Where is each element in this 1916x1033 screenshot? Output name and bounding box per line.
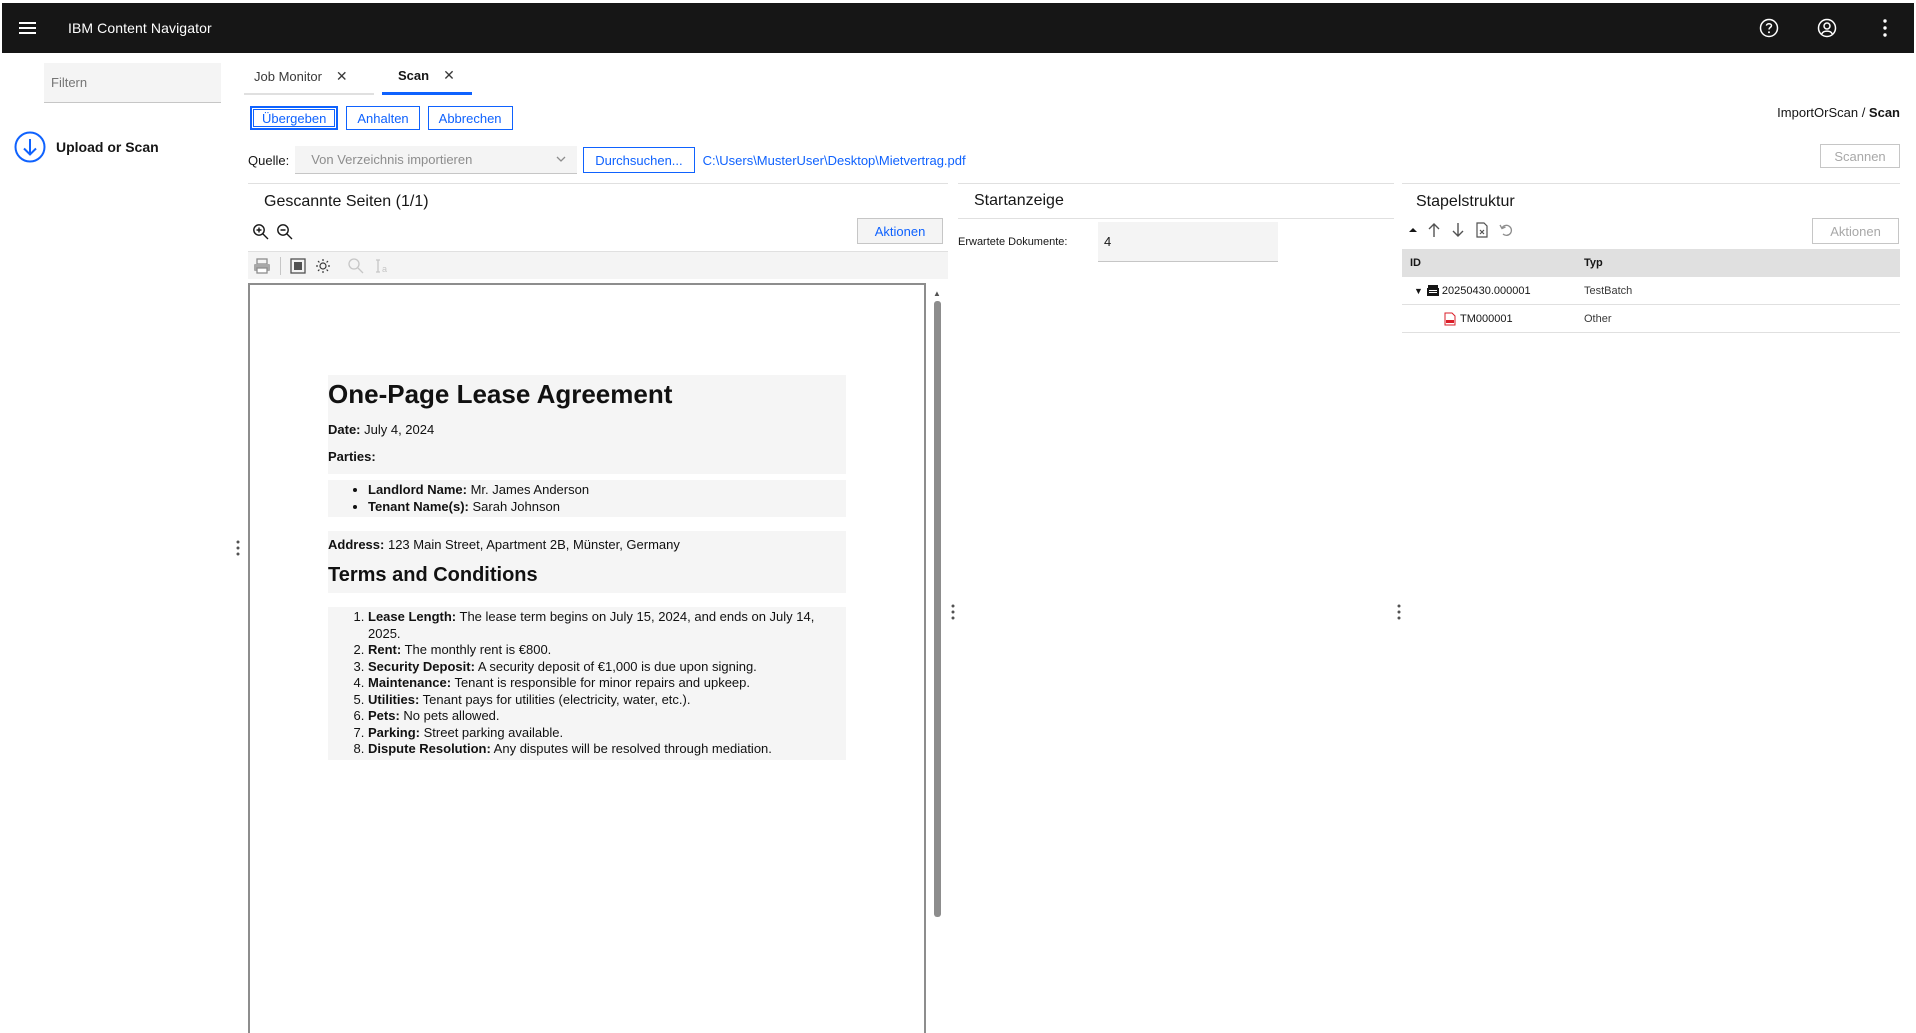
print-icon[interactable] xyxy=(252,257,272,275)
user-icon xyxy=(1817,18,1837,38)
list-item: 7. Parking: Street parking available. xyxy=(368,725,846,742)
top-bar xyxy=(2,3,1914,53)
list-item: • Landlord Name: Mr. James Anderson xyxy=(368,482,846,499)
file-path-link[interactable]: C:\Users\MusterUser\Desktop\Mietvertrag.pdf xyxy=(702,152,966,168)
close-icon[interactable]: ✕ xyxy=(335,67,348,84)
expected-documents-input[interactable] xyxy=(1098,222,1278,262)
document-viewer[interactable] xyxy=(248,283,926,1033)
source-selected-value: Von Verzeichnis importieren xyxy=(311,152,473,167)
fit-page-icon[interactable] xyxy=(289,257,307,275)
overflow-menu-button[interactable] xyxy=(1856,3,1914,53)
batch-structure-panel xyxy=(1402,183,1900,1033)
overflow-icon xyxy=(1882,18,1888,38)
doc-parties-label: Parties: xyxy=(328,449,376,464)
sidebar-item-label: Upload or Scan xyxy=(56,139,159,155)
source-label: Quelle: xyxy=(248,152,290,168)
batch-actions-button[interactable]: Aktionen xyxy=(1812,218,1899,244)
batch-icon xyxy=(1426,284,1440,298)
undo-icon[interactable] xyxy=(1498,221,1514,239)
filter-input[interactable] xyxy=(44,63,221,103)
move-down-icon[interactable] xyxy=(1450,221,1466,239)
row-id: TM000001 xyxy=(1460,312,1513,325)
svg-text:a: a xyxy=(382,263,388,274)
viewer-scrollbar[interactable] xyxy=(932,289,942,1033)
scanned-pages-panel xyxy=(248,183,948,1033)
cancel-button[interactable]: Abbrechen xyxy=(428,106,513,130)
list-item: 3. Security Deposit: A security deposit of €1,000 is due upon signing. xyxy=(368,659,846,676)
scrollbar-thumb[interactable] xyxy=(934,301,941,917)
move-up-icon[interactable] xyxy=(1426,221,1442,239)
doc-parties-list xyxy=(328,480,846,517)
grid-header xyxy=(1402,249,1900,277)
app-title: IBM Content Navigator xyxy=(68,20,212,36)
list-item: • Tenant Name(s): Sarah Johnson xyxy=(368,499,846,516)
collapse-icon[interactable] xyxy=(1408,225,1418,235)
close-icon[interactable]: ✕ xyxy=(443,67,455,83)
tree-expand-icon[interactable]: ▼ xyxy=(1414,285,1423,296)
doc-terms-list xyxy=(328,607,846,760)
source-select[interactable] xyxy=(295,146,577,174)
pdf-file-icon xyxy=(1444,312,1456,326)
expected-documents-label: Erwartete Dokumente: xyxy=(958,236,1068,248)
start-display-panel xyxy=(958,183,1394,1033)
panel-title: Stapelstruktur xyxy=(1416,192,1515,210)
document-page xyxy=(328,375,846,760)
delete-document-icon[interactable] xyxy=(1474,221,1490,239)
breadcrumb-current: Scan xyxy=(1868,105,1900,120)
brightness-icon[interactable] xyxy=(315,258,331,274)
resize-handle-icon[interactable] xyxy=(235,539,241,557)
table-row[interactable] xyxy=(1402,305,1900,333)
chevron-down-icon xyxy=(555,153,567,165)
doc-title: One-Page Lease Agreement xyxy=(328,379,673,409)
toolbar-divider xyxy=(280,257,281,275)
pause-button[interactable]: Anhalten xyxy=(346,106,419,130)
row-type: TestBatch xyxy=(1584,284,1633,297)
scroll-up-icon[interactable]: ▲ xyxy=(933,289,941,298)
zoom-out-icon[interactable] xyxy=(276,223,294,241)
submit-button[interactable]: Übergeben xyxy=(250,106,338,130)
viewer-toolbar xyxy=(248,251,948,279)
list-item: 4. Maintenance: Tenant is responsible for minor repairs and upkeep. xyxy=(368,675,846,692)
breadcrumb-parent[interactable]: ImportOrScan / xyxy=(1777,105,1869,120)
column-header-id[interactable]: ID xyxy=(1410,257,1421,269)
row-id: 20250430.000001 xyxy=(1441,284,1531,297)
row-type: Other xyxy=(1584,312,1612,325)
magnifier-icon[interactable] xyxy=(347,257,365,275)
resize-handle-icon[interactable] xyxy=(950,603,956,621)
list-item: 8. Dispute Resolution: Any disputes will be resolved through mediation. xyxy=(368,741,846,758)
zoom-in-icon[interactable] xyxy=(252,223,270,241)
panel-title: Startanzeige xyxy=(974,192,1064,209)
sidebar xyxy=(0,53,240,1033)
arrow-down-circle-icon xyxy=(14,131,46,163)
doc-terms-title: Terms and Conditions xyxy=(328,564,538,586)
tab-label: Job Monitor xyxy=(254,68,322,84)
tab-scan[interactable] xyxy=(382,59,472,95)
doc-date: Date: July 4, 2024 xyxy=(328,422,435,437)
browse-button[interactable]: Durchsuchen... xyxy=(583,147,694,173)
pages-actions-button[interactable]: Aktionen xyxy=(857,218,943,244)
list-item: 2. Rent: The monthly rent is €800. xyxy=(368,642,846,659)
tab-job-monitor[interactable] xyxy=(244,59,374,95)
batch-tree-grid xyxy=(1402,249,1900,333)
breadcrumb xyxy=(1777,105,1900,120)
list-item: 5. Utilities: Tenant pays for utilities (electricity, water, etc.). xyxy=(368,692,846,709)
help-button[interactable] xyxy=(1740,3,1798,53)
tab-bar xyxy=(244,59,472,95)
hamburger-icon xyxy=(19,22,36,34)
scan-button[interactable]: Scannen xyxy=(1820,144,1900,168)
menu-button[interactable] xyxy=(2,3,52,53)
user-button[interactable] xyxy=(1798,3,1856,53)
panel-title: Gescannte Seiten (1/1) xyxy=(264,192,429,210)
table-row[interactable] xyxy=(1402,277,1900,305)
list-item: 6. Pets: No pets allowed. xyxy=(368,708,846,725)
doc-address: Address: 123 Main Street, Apartment 2B, Münster, Germany xyxy=(328,537,680,552)
main-content xyxy=(244,53,1916,1033)
column-header-type[interactable]: Typ xyxy=(1584,257,1603,269)
list-item: 1. Lease Length: The lease term begins on July 15, 2024, and ends on July 14, 2025. xyxy=(368,609,846,642)
help-icon xyxy=(1759,18,1779,38)
text-select-icon[interactable] xyxy=(373,257,391,275)
tab-label: Scan xyxy=(398,68,430,83)
sidebar-item-upload-or-scan[interactable] xyxy=(14,131,159,163)
